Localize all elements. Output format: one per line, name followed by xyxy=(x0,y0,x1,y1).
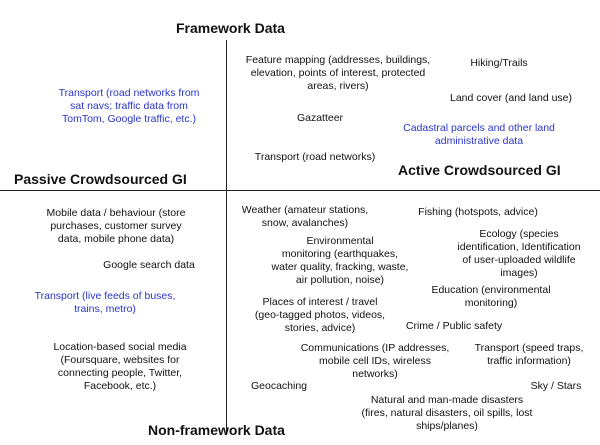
axis-label-bottom: Non-framework Data xyxy=(148,422,285,438)
item-land-cover: Land cover (and land use) xyxy=(450,92,572,104)
item-crime: Crime / Public safety xyxy=(405,320,503,332)
item-cadastral: Cadastral parcels and other land administrative data xyxy=(403,122,555,147)
item-transport-sat-navs: Transport (road networks from sat navs; traffic data from TomTom, Google traffic, etc.) xyxy=(58,87,200,125)
item-fishing: Fishing (hotspots, advice) xyxy=(418,206,538,218)
item-feature-mapping: Feature mapping (addresses, buildings, elevation, points of interest, protected areas, rivers) xyxy=(245,54,431,92)
axis-label-top: Framework Data xyxy=(176,20,285,36)
item-location-social-media: Location-based social media (Foursquare, websites for connecting people, Twitter, Facebook, etc.) xyxy=(53,341,187,392)
item-weather: Weather (amateur stations, snow, avalanches) xyxy=(241,204,369,229)
item-sky-stars: Sky / Stars xyxy=(530,380,582,392)
item-environmental-monitoring: Environmental monitoring (earthquakes, water quality, fracking, waste, air pollution, noise) xyxy=(271,235,409,286)
item-places-of-interest: Places of interest / travel (geo-tagged photos, videos, stories, advice) xyxy=(254,296,386,334)
axis-label-right: Active Crowdsourced GI xyxy=(398,162,561,178)
item-education: Education (environmental monitoring) xyxy=(431,284,551,309)
item-transport-road-networks: Transport (road networks) xyxy=(254,151,376,163)
horizontal-axis-line xyxy=(0,190,600,191)
item-google-search: Google search data xyxy=(103,259,195,271)
item-gazetteer: Gazatteer xyxy=(296,112,344,124)
item-disasters: Natural and man-made disasters (fires, natural disasters, oil spills, lost ships/planes) xyxy=(361,394,533,432)
item-transport-live-feeds: Transport (live feeds of buses, trains, metro) xyxy=(34,290,176,315)
item-communications: Communications (IP addresses, mobile cell IDs, wireless networks) xyxy=(300,342,450,380)
vertical-axis-line xyxy=(226,40,227,435)
axis-label-left: Passive Crowdsourced GI xyxy=(14,171,187,187)
item-geocaching: Geocaching xyxy=(250,380,308,392)
item-transport-speed-traps: Transport (speed traps, traffic information) xyxy=(474,342,584,367)
item-hiking-trails: Hiking/Trails xyxy=(470,57,528,69)
item-mobile-data: Mobile data / behaviour (store purchases, customer survey data, mobile phone data) xyxy=(46,207,186,245)
item-ecology: Ecology (species identification, Identification of user-uploaded wildlife images) xyxy=(457,228,581,279)
